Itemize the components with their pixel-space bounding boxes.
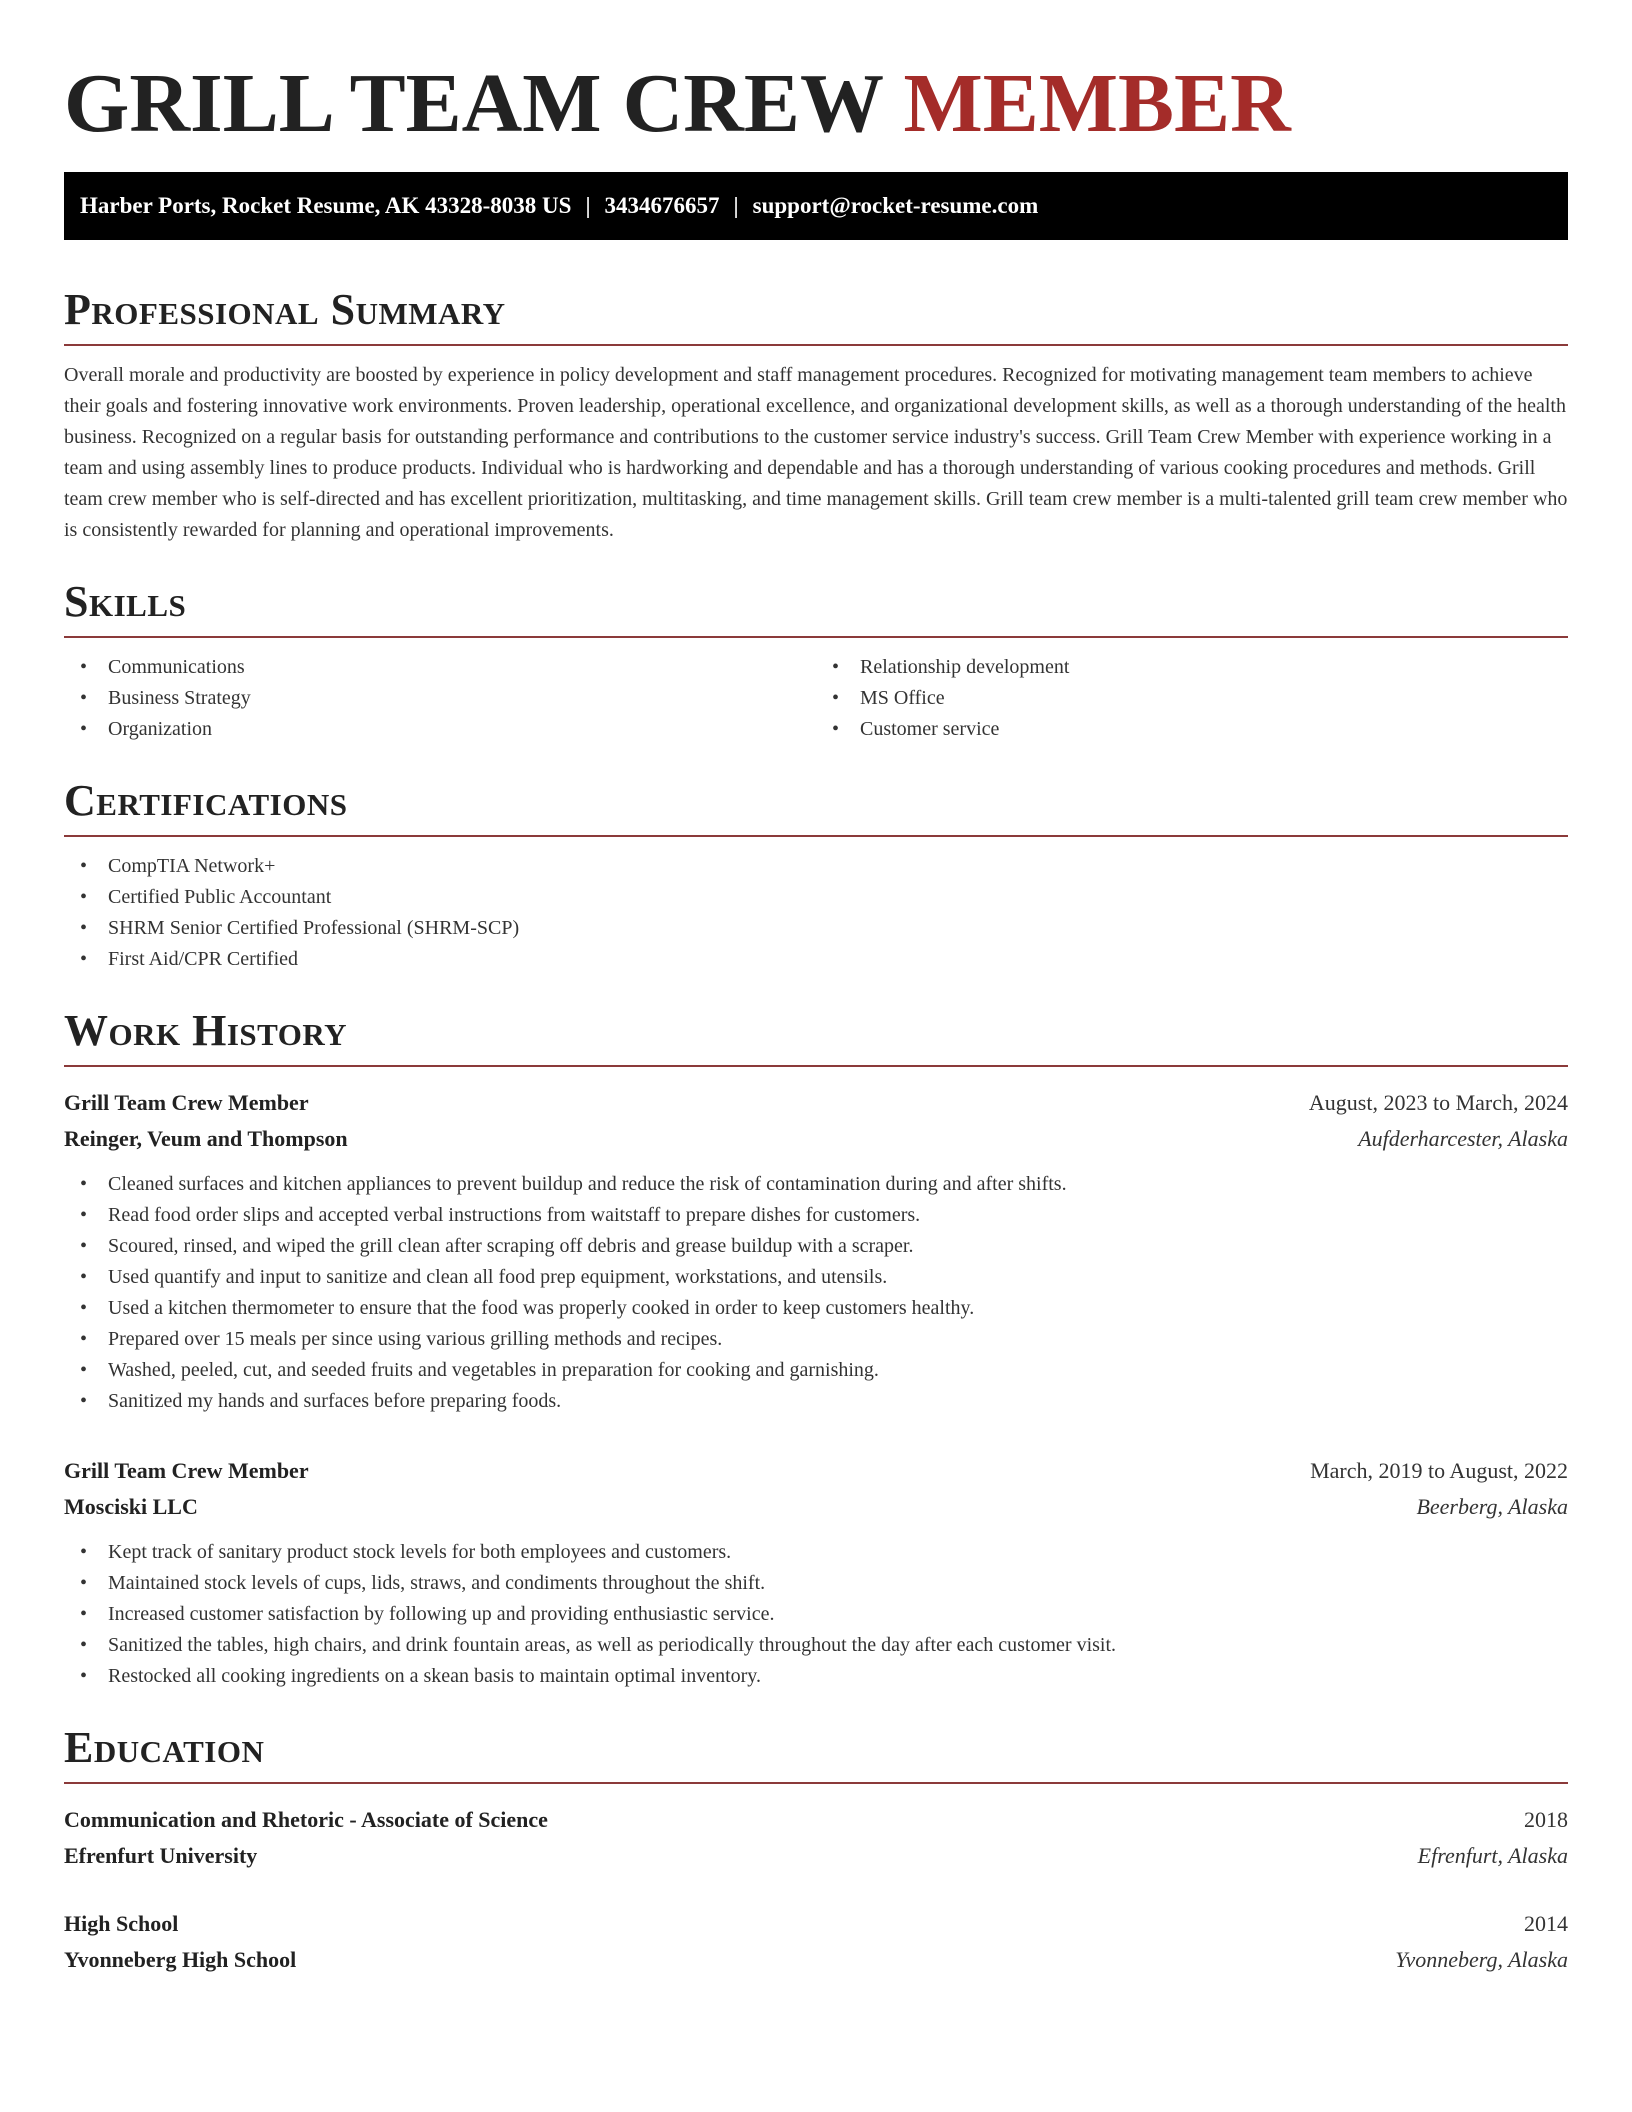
section-divider <box>64 1782 1568 1784</box>
job-entry <box>64 1085 1568 1417</box>
education-degree: High School <box>64 1911 179 1936</box>
skill-item: • Customer service <box>816 714 1568 745</box>
job-duty: • Kept track of sanitary product stock levels for both employees and customers. <box>64 1537 1568 1568</box>
education-entry <box>64 1802 1568 1874</box>
contact-phone: 3434676657 <box>604 193 720 218</box>
professional-summary-section <box>64 284 1568 546</box>
job-duty: • Maintained stock levels of cups, lids, straws, and condiments throughout the shift. <box>64 1568 1568 1599</box>
job-header-row <box>64 1085 1568 1121</box>
work-history-section <box>64 1005 1568 1692</box>
education-degree: Communication and Rhetoric - Associate of Science <box>64 1807 548 1832</box>
education-entry <box>64 1906 1568 1978</box>
section-divider <box>64 344 1568 346</box>
name-primary: GRILL TEAM CREW <box>64 57 883 150</box>
skill-item: • Business Strategy <box>64 683 816 714</box>
contact-separator: | <box>733 193 739 218</box>
education-year: 2018 <box>1524 1807 1568 1832</box>
job-employer: Mosciski LLC <box>64 1494 198 1519</box>
job-entry <box>64 1453 1568 1692</box>
section-title-education: Education <box>64 1723 265 1772</box>
skill-item: • Relationship development <box>816 652 1568 683</box>
section-title-work-history: Work History <box>64 1006 348 1055</box>
section-title-skills: Skills <box>64 577 187 626</box>
job-duty: • Used quantify and input to sanitize and clean all food prep equipment, workstations, and utensils. <box>64 1262 1568 1293</box>
certifications-section <box>64 775 1568 975</box>
job-location: Aufderharcester, Alaska <box>1358 1126 1568 1151</box>
education-header-row <box>64 1802 1568 1838</box>
section-divider <box>64 835 1568 837</box>
education-school: Yvonneberg High School <box>64 1947 297 1972</box>
certification-item: • First Aid/CPR Certified <box>64 944 1568 975</box>
job-location: Beerberg, Alaska <box>1416 1494 1568 1519</box>
job-duty: • Cleaned surfaces and kitchen appliances to prevent buildup and reduce the risk of contamination during and after shifts. <box>64 1169 1568 1200</box>
section-divider <box>64 636 1568 638</box>
education-header-row <box>64 1906 1568 1942</box>
contact-bar <box>64 172 1568 240</box>
skills-columns <box>64 652 1568 745</box>
section-title-summary: Professional Summary <box>64 285 506 334</box>
job-duties-list <box>64 1537 1568 1692</box>
job-employer-row <box>64 1489 1568 1525</box>
certification-item: • SHRM Senior Certified Professional (SHRM-SCP) <box>64 913 1568 944</box>
education-school: Efrenfurt University <box>64 1843 258 1868</box>
skills-list-right <box>816 652 1568 745</box>
job-duty: • Read food order slips and accepted verbal instructions from waitstaff to prepare dishes for customers. <box>64 1200 1568 1231</box>
contact-separator: | <box>585 193 591 218</box>
certification-item: • CompTIA Network+ <box>64 851 1568 882</box>
job-employer-row <box>64 1121 1568 1157</box>
job-dates: March, 2019 to August, 2022 <box>1310 1458 1568 1483</box>
contact-email: support@rocket-resume.com <box>752 193 1039 218</box>
education-year: 2014 <box>1524 1911 1568 1936</box>
education-location: Yvonneberg, Alaska <box>1395 1947 1568 1972</box>
contact-address: Harber Ports, Rocket Resume, AK 43328-8038 US <box>80 193 572 218</box>
job-dates: August, 2023 to March, 2024 <box>1308 1090 1568 1115</box>
job-duties-list <box>64 1169 1568 1417</box>
name-accent: MEMBER <box>903 57 1291 150</box>
skills-section <box>64 576 1568 745</box>
education-location: Efrenfurt, Alaska <box>1417 1843 1568 1868</box>
skill-item: • Organization <box>64 714 816 745</box>
job-duty: • Scoured, rinsed, and wiped the grill clean after scraping off debris and grease buildup with a scraper. <box>64 1231 1568 1262</box>
job-duty: • Sanitized my hands and surfaces before preparing foods. <box>64 1386 1568 1417</box>
education-school-row <box>64 1838 1568 1874</box>
job-employer: Reinger, Veum and Thompson <box>64 1126 348 1151</box>
job-duty: • Used a kitchen thermometer to ensure that the food was properly cooked in order to keep customers healthy. <box>64 1293 1568 1324</box>
job-duty: • Increased customer satisfaction by following up and providing enthusiastic service. <box>64 1599 1568 1630</box>
job-title: Grill Team Crew Member <box>64 1458 309 1483</box>
summary-text: Overall morale and productivity are boosted by experience in policy development and staff management procedures. Recognized for motivating management team members to achieve their goals and fostering innovative work environments. Proven leadership, operational excellence, and organizational development skills, as well as a thorough understanding of the health business. Recognized on a regular basis for outstanding performance and contributions to the customer service industry's success. Grill Team Crew Member with experience working in a team and using assembly lines to produce products. Individual who is hardworking and dependable and has a thorough understanding of various cooking procedures and methods. Grill team crew member who is self-directed and has excellent prioritization, multitasking, and time management skills. Grill team crew member is a multi-talented grill team crew member who is consistently rewarded for planning and operational improvements. <box>64 364 1568 541</box>
skills-list-left <box>64 652 816 745</box>
section-divider <box>64 1065 1568 1067</box>
resume-name <box>64 56 1568 152</box>
education-school-row <box>64 1942 1568 1978</box>
job-title: Grill Team Crew Member <box>64 1090 309 1115</box>
certification-item: • Certified Public Accountant <box>64 882 1568 913</box>
skill-item: • MS Office <box>816 683 1568 714</box>
education-section <box>64 1722 1568 1978</box>
section-title-certifications: Certifications <box>64 776 348 825</box>
job-duty: • Restocked all cooking ingredients on a skean basis to maintain optimal inventory. <box>64 1661 1568 1692</box>
skill-item: • Communications <box>64 652 816 683</box>
job-duty: • Prepared over 15 meals per since using various grilling methods and recipes. <box>64 1324 1568 1355</box>
job-duty: • Sanitized the tables, high chairs, and drink fountain areas, as well as periodically throughout the day after each customer visit. <box>64 1630 1568 1661</box>
certifications-list <box>64 851 1568 975</box>
job-duty: • Washed, peeled, cut, and seeded fruits and vegetables in preparation for cooking and garnishing. <box>64 1355 1568 1386</box>
job-header-row <box>64 1453 1568 1489</box>
